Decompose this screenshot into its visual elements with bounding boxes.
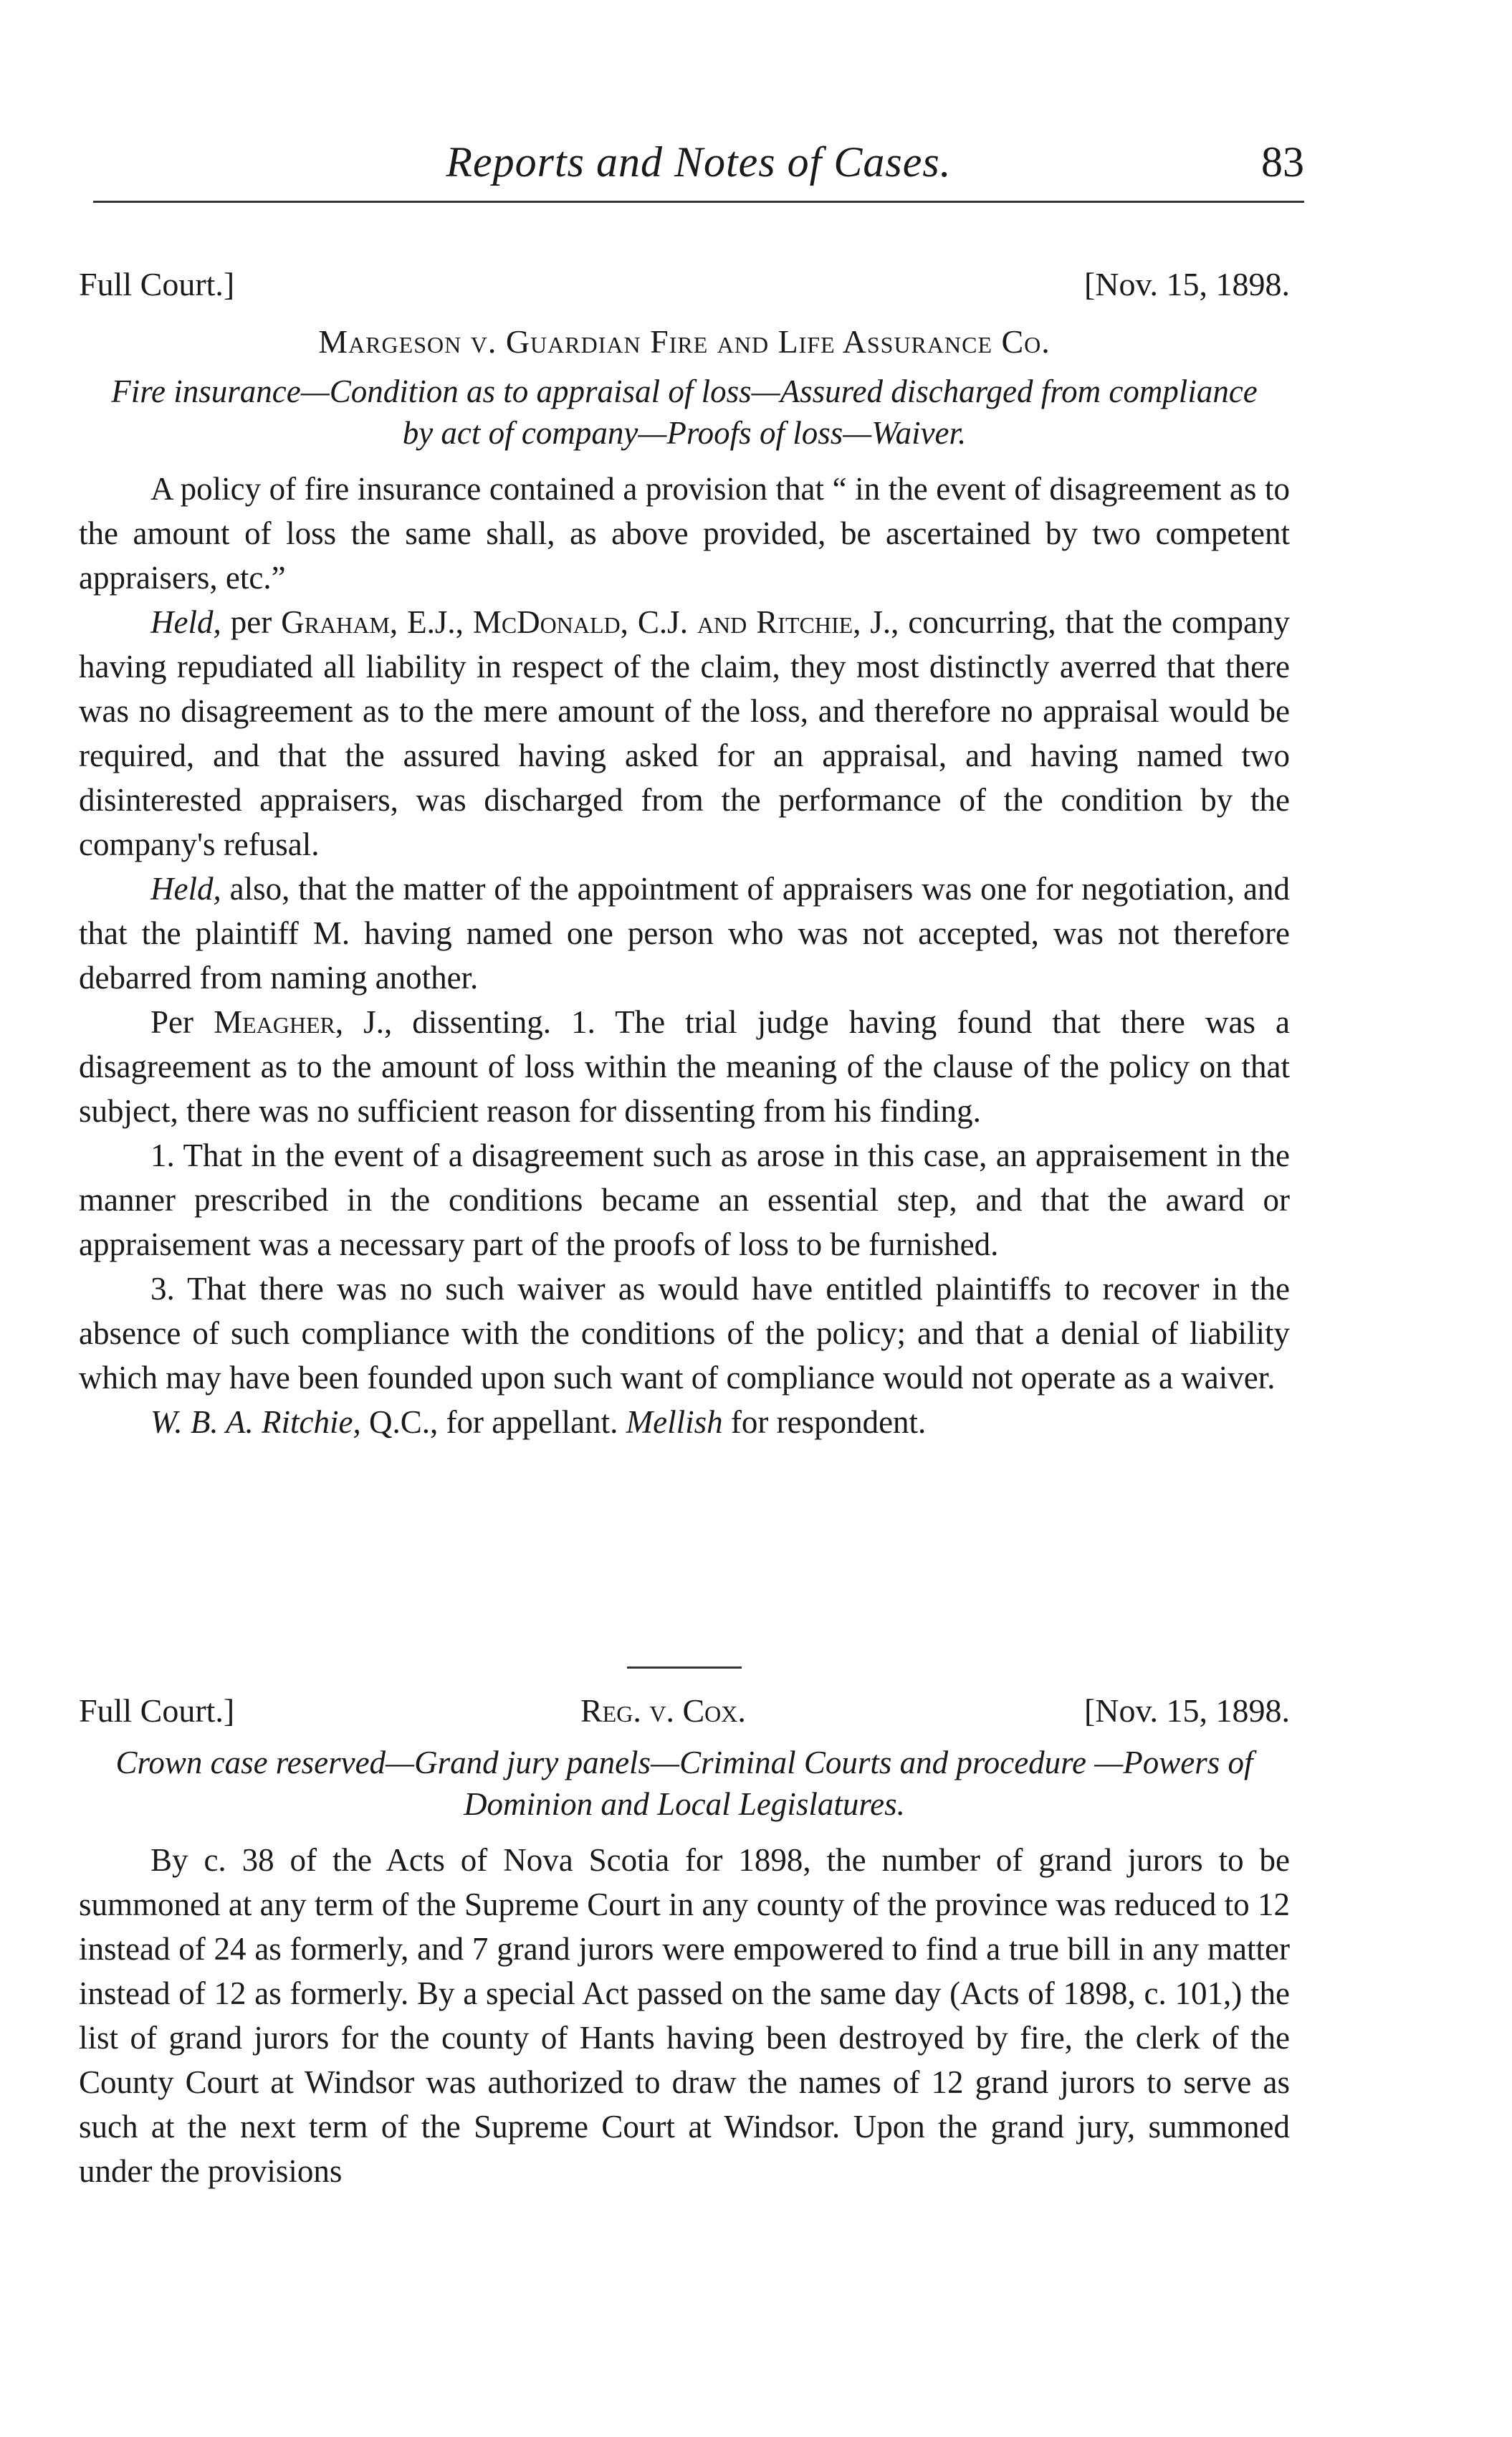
case-2-date: [Nov. 15, 1898. bbox=[1083, 1692, 1290, 1729]
case-1-paragraph-6: 3. That there was no such waiver as would have entitled plaintiffs to recover in the absence of such compliance with the conditions of the policy; and that a denial of liability which may have been founded upon such want of compliance would not operate as a waiver. bbox=[79, 1271, 1290, 1396]
counsel-appellant-role: Q.C., for appellant. bbox=[360, 1404, 626, 1440]
case-divider bbox=[627, 1666, 742, 1669]
holding-text: also, that the matter of the appointment of appraisers was one for negotiation, and that the plaintiff M. having named one person who was not accepted, was not therefore debarred from naming another. bbox=[79, 871, 1290, 996]
held-label: Held, bbox=[150, 871, 221, 907]
case-1-headnote: Fire insurance—Condition as to appraisal of loss—Assured discharged from compliance by act of company—Proofs of loss—Waiver. bbox=[111, 373, 1258, 451]
case-2-headnote: Crown case reserved—Grand jury panels—Criminal Courts and procedure —Powers of Dominion and Local Legislatures. bbox=[115, 1745, 1253, 1822]
held-label: Held, bbox=[150, 604, 221, 640]
case-1-paragraph-4 bbox=[79, 1000, 1290, 1133]
case-1-paragraph-2 bbox=[79, 600, 1290, 867]
running-header bbox=[93, 129, 1304, 203]
running-title: Reports and Notes of Cases. bbox=[446, 138, 952, 186]
case-1-body bbox=[79, 467, 1290, 1444]
case-1-court: Full Court.] bbox=[79, 266, 235, 302]
case-reg-v-cox bbox=[79, 1692, 1290, 2193]
case-2-title: Reg. v. Cox. bbox=[580, 1692, 746, 1729]
case-1-counsel bbox=[79, 1400, 1290, 1444]
case-1-paragraph-1: A policy of fire insurance contained a provision that “ in the event of disagreement as to the amount of loss the same shall, as above provided, be ascertained by two competent appraisers, etc.” bbox=[79, 471, 1290, 596]
concurring-judges: Graham, E.J., McDonald, C.J. and Ritchie, J., bbox=[281, 604, 899, 640]
case-2-court-line bbox=[79, 1692, 1290, 1742]
case-margeson bbox=[79, 265, 1290, 1444]
case-1-paragraph-5: 1. That in the event of a disagreement such as arose in this case, an appraisement in the manner prescribed in the conditions became an essential step, and that the award or appraisement was a necessary part of the proofs of loss to be furnished. bbox=[79, 1138, 1290, 1262]
per-word: Per bbox=[150, 1004, 214, 1040]
case-1-title: Margeson v. Guardian Fire and Life Assurance Co. bbox=[318, 323, 1051, 360]
case-2-body bbox=[79, 1838, 1290, 2193]
case-1-court-line bbox=[79, 265, 1290, 315]
case-1-date: [Nov. 15, 1898. bbox=[1083, 266, 1290, 302]
case-2-court: Full Court.] bbox=[79, 1692, 235, 1729]
page-number: 83 bbox=[1261, 138, 1304, 186]
dissent-text: dissenting. 1. The trial judge having found that there was a disagreement as to the amount of loss within the meaning of the clause of the policy on that subject, there was no sufficient reason for dissenting from his finding. bbox=[79, 1004, 1290, 1129]
holding-text: concurring, that the company having repudiated all liability in respect of the claim, they most distinctly averred that there was no disagreement as to the mere amount of the loss, and therefore no appraisal would be required, and that the assured having asked for an appraisal, and having named two disinterested appraisers, was discharged from the performance of the condition by the company's refusal. bbox=[79, 604, 1290, 862]
per-word: per bbox=[221, 604, 282, 640]
case-2-paragraph-1: By c. 38 of the Acts of Nova Scotia for 1898, the number of grand jurors to be summoned at any term of the Supreme Court in any county of the province was reduced to 12 instead of 24 as formerly, and 7 grand jurors were empowered to find a true bill in any matter instead of 12 as formerly. By a special Act passed on the same day (Acts of 1898, c. 101,) the list of grand jurors for the county of Hants having been destroyed by fire, the clerk of the County Court at Windsor was authorized to draw the names of 12 grand jurors to serve as such at the next term of the Supreme Court at Windsor. Upon the grand jury, summoned under the provisions bbox=[79, 1842, 1290, 2189]
dissenting-judge: Meagher, J., bbox=[214, 1004, 393, 1040]
counsel-respondent-role: for respondent. bbox=[722, 1404, 927, 1440]
counsel-appellant: W. B. A. Ritchie, bbox=[150, 1404, 361, 1440]
counsel-respondent: Mellish bbox=[626, 1404, 723, 1440]
case-1-paragraph-3 bbox=[79, 867, 1290, 1000]
